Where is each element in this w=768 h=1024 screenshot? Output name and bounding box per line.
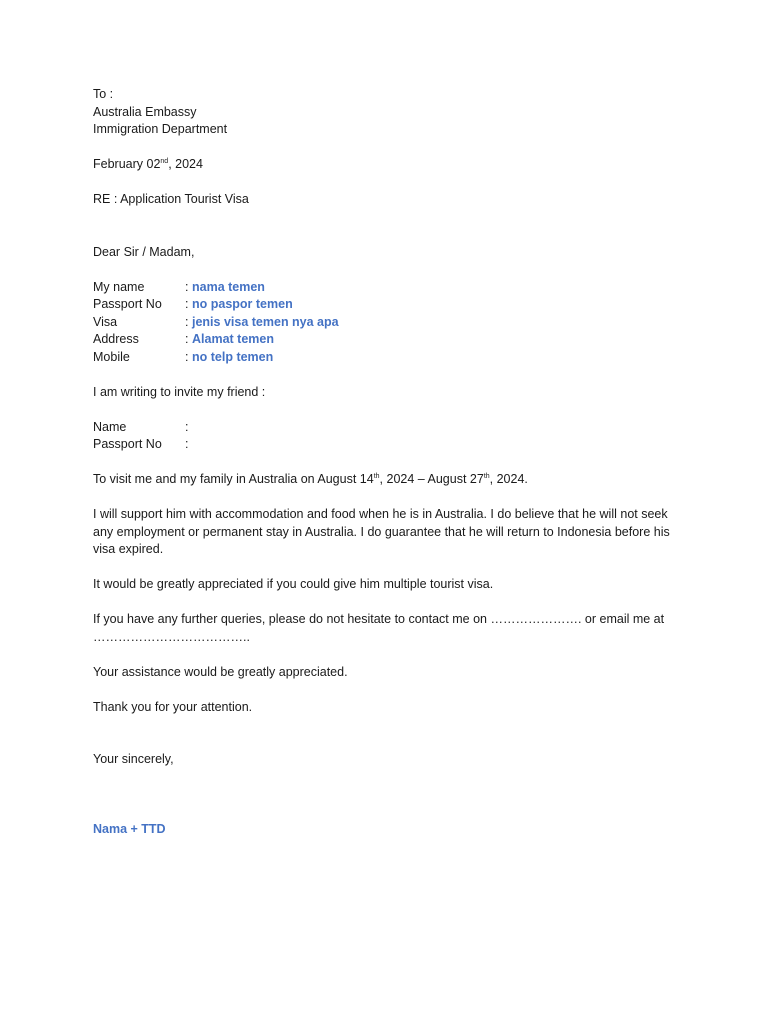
visit-dates: To visit me and my family in Australia on August 14th, 2024 – August 27th, 2024. [93,472,528,486]
field-label: Mobile [93,349,130,364]
field-colon: : [185,279,189,294]
field-colon: : [185,314,189,329]
field-row-passport [93,296,678,314]
field-colon: : [185,437,189,451]
field-label: Passport No [93,297,162,311]
field-row-my-name [93,279,678,297]
sender-fields [93,279,678,367]
field-colon: : [185,419,189,434]
field-value: no telp temen [192,349,274,364]
thanks-paragraph: Thank you for your attention. [93,699,253,714]
field-colon: : [185,332,189,346]
field-label: Address [93,332,139,346]
field-row-visa [93,314,678,332]
field-row-mobile [93,349,678,367]
field-row-friend-name [93,419,678,437]
request-paragraph: It would be greatly appreciated if you could give him multiple tourist visa. [93,577,494,591]
field-colon: : [185,297,189,311]
field-value: no paspor temen [192,297,293,311]
letter-body [93,86,678,838]
to-label: To : [93,87,114,101]
field-value: Alamat temen [192,332,274,346]
closing: Your sincerely, [93,752,174,766]
letter-date: February 02nd, 2024 [93,157,203,171]
friend-fields [93,419,678,454]
field-value: jenis visa temen nya apa [192,314,339,329]
assistance-paragraph: Your assistance would be greatly appreciated. [93,664,348,679]
field-row-friend-passport [93,436,678,454]
subject-line: RE : Application Tourist Visa [93,192,249,206]
field-colon: : [185,349,189,364]
contact-paragraph-line-2: ……………………………….. [93,629,250,644]
field-label: Passport No [93,437,162,451]
recipient-line-1: Australia Embassy [93,104,197,119]
recipient-line-2: Immigration Department [93,122,228,136]
signature: Nama + TTD [93,821,166,836]
field-label: My name [93,279,145,294]
salutation: Dear Sir / Madam, [93,244,195,259]
invite-intro: I am writing to invite my friend : [93,384,266,399]
field-label: Name [93,419,127,434]
field-value: nama temen [192,279,265,294]
support-paragraph: I will support him with accommodation and food when he is in Australia. I do believe that he will not seek any employment or permanent stay in Australia. I do guarantee that he will return to Indonesia before his visa expired. [93,507,670,556]
contact-paragraph-line-1: If you have any further queries, please do not hesitate to contact me on …………………. or email me at [93,612,665,626]
field-label: Visa [93,314,118,329]
field-row-address [93,331,678,349]
